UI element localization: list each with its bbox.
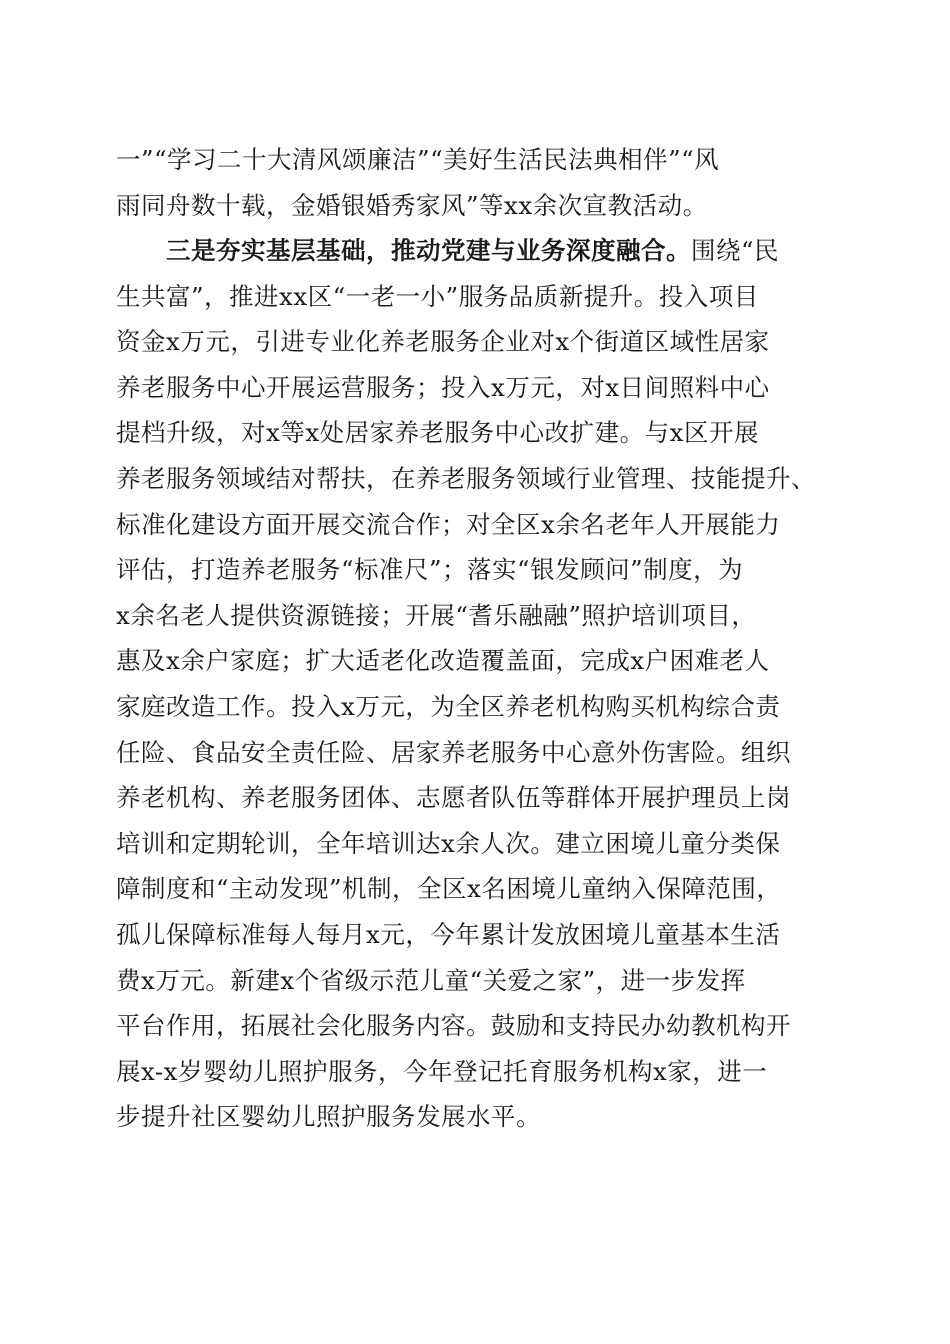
paragraph-line: 养老机构、养老服务团体、志愿者队伍等群体开展护理员上岗 <box>116 783 791 813</box>
paragraph-line: 评估，打造养老服务“标准尺”；落实“银发顾问”制度，为 <box>116 555 744 585</box>
paragraph-line: 提档升级，对x等x处居家养老服务中心改扩建。与x区开展 <box>116 418 759 448</box>
paragraph-line: 家庭改造工作。投入x万元，为全区养老机构购买机构综合责 <box>116 691 781 721</box>
paragraph-2 <box>116 228 838 1140</box>
paragraph-line: x余名老人提供资源链接；开展“耆乐融融”照护培训项目， <box>116 600 757 630</box>
paragraph-line: 任险、食品安全责任险、居家养老服务中心意外伤害险。组织 <box>116 737 791 767</box>
paragraph-line: 养老服务领域结对帮扶，在养老服务领域行业管理、技能提升、 <box>116 463 816 493</box>
paragraph-line: 雨同舟数十载，金婚银婚秀家风”等xx余次宣教活动。 <box>116 190 708 220</box>
paragraph-line: 标准化建设方面开展交流合作；对全区x余名老年人开展能力 <box>116 509 781 539</box>
paragraph-line: 步提升社区婴幼儿照护服务发展水平。 <box>116 1102 541 1132</box>
paragraph-heading: 三是夯实基层基础，推动党建与业务深度融合。 <box>166 236 691 265</box>
paragraph-first-line <box>116 228 838 274</box>
paragraph-line: 生共富”，推进xx区“一老一小”服务品质新提升。投入项目 <box>116 281 759 311</box>
paragraph-line: 养老服务中心开展运营服务；投入x万元，对x日间照料中心 <box>116 372 770 402</box>
paragraph-line: 平台作用，拓展社会化服务内容。鼓励和支持民办幼教机构开 <box>116 1011 791 1041</box>
paragraph-line: 一”“学习二十大清风颂廉洁”“美好生活民法典相伴”“风 <box>116 145 720 174</box>
paragraph-line-text: 围绕“民 <box>691 236 780 265</box>
paragraph-line: 费x万元。新建x个省级示范儿童“关爱之家”，进一步发挥 <box>116 965 746 995</box>
paragraph-line: 展x-x岁婴幼儿照护服务，今年登记托育服务机构x家，进一 <box>116 1056 768 1086</box>
paragraph-line: 资金x万元，引进专业化养老服务企业对x个街道区域性居家 <box>116 327 770 357</box>
paragraph-line: 惠及x余户家庭；扩大适老化改造覆盖面，完成x户困难老人 <box>116 646 770 676</box>
paragraph-1 <box>116 137 838 228</box>
paragraph-line: 孤儿保障标准每人每月x元，今年累计发放困境儿童基本生活 <box>116 919 781 949</box>
paragraph-line: 障制度和“主动发现”机制，全区x名困境儿童纳入保障范围， <box>116 874 782 904</box>
paragraph-line: 培训和定期轮训，全年培训达x余人次。建立困境儿童分类保 <box>116 828 781 858</box>
